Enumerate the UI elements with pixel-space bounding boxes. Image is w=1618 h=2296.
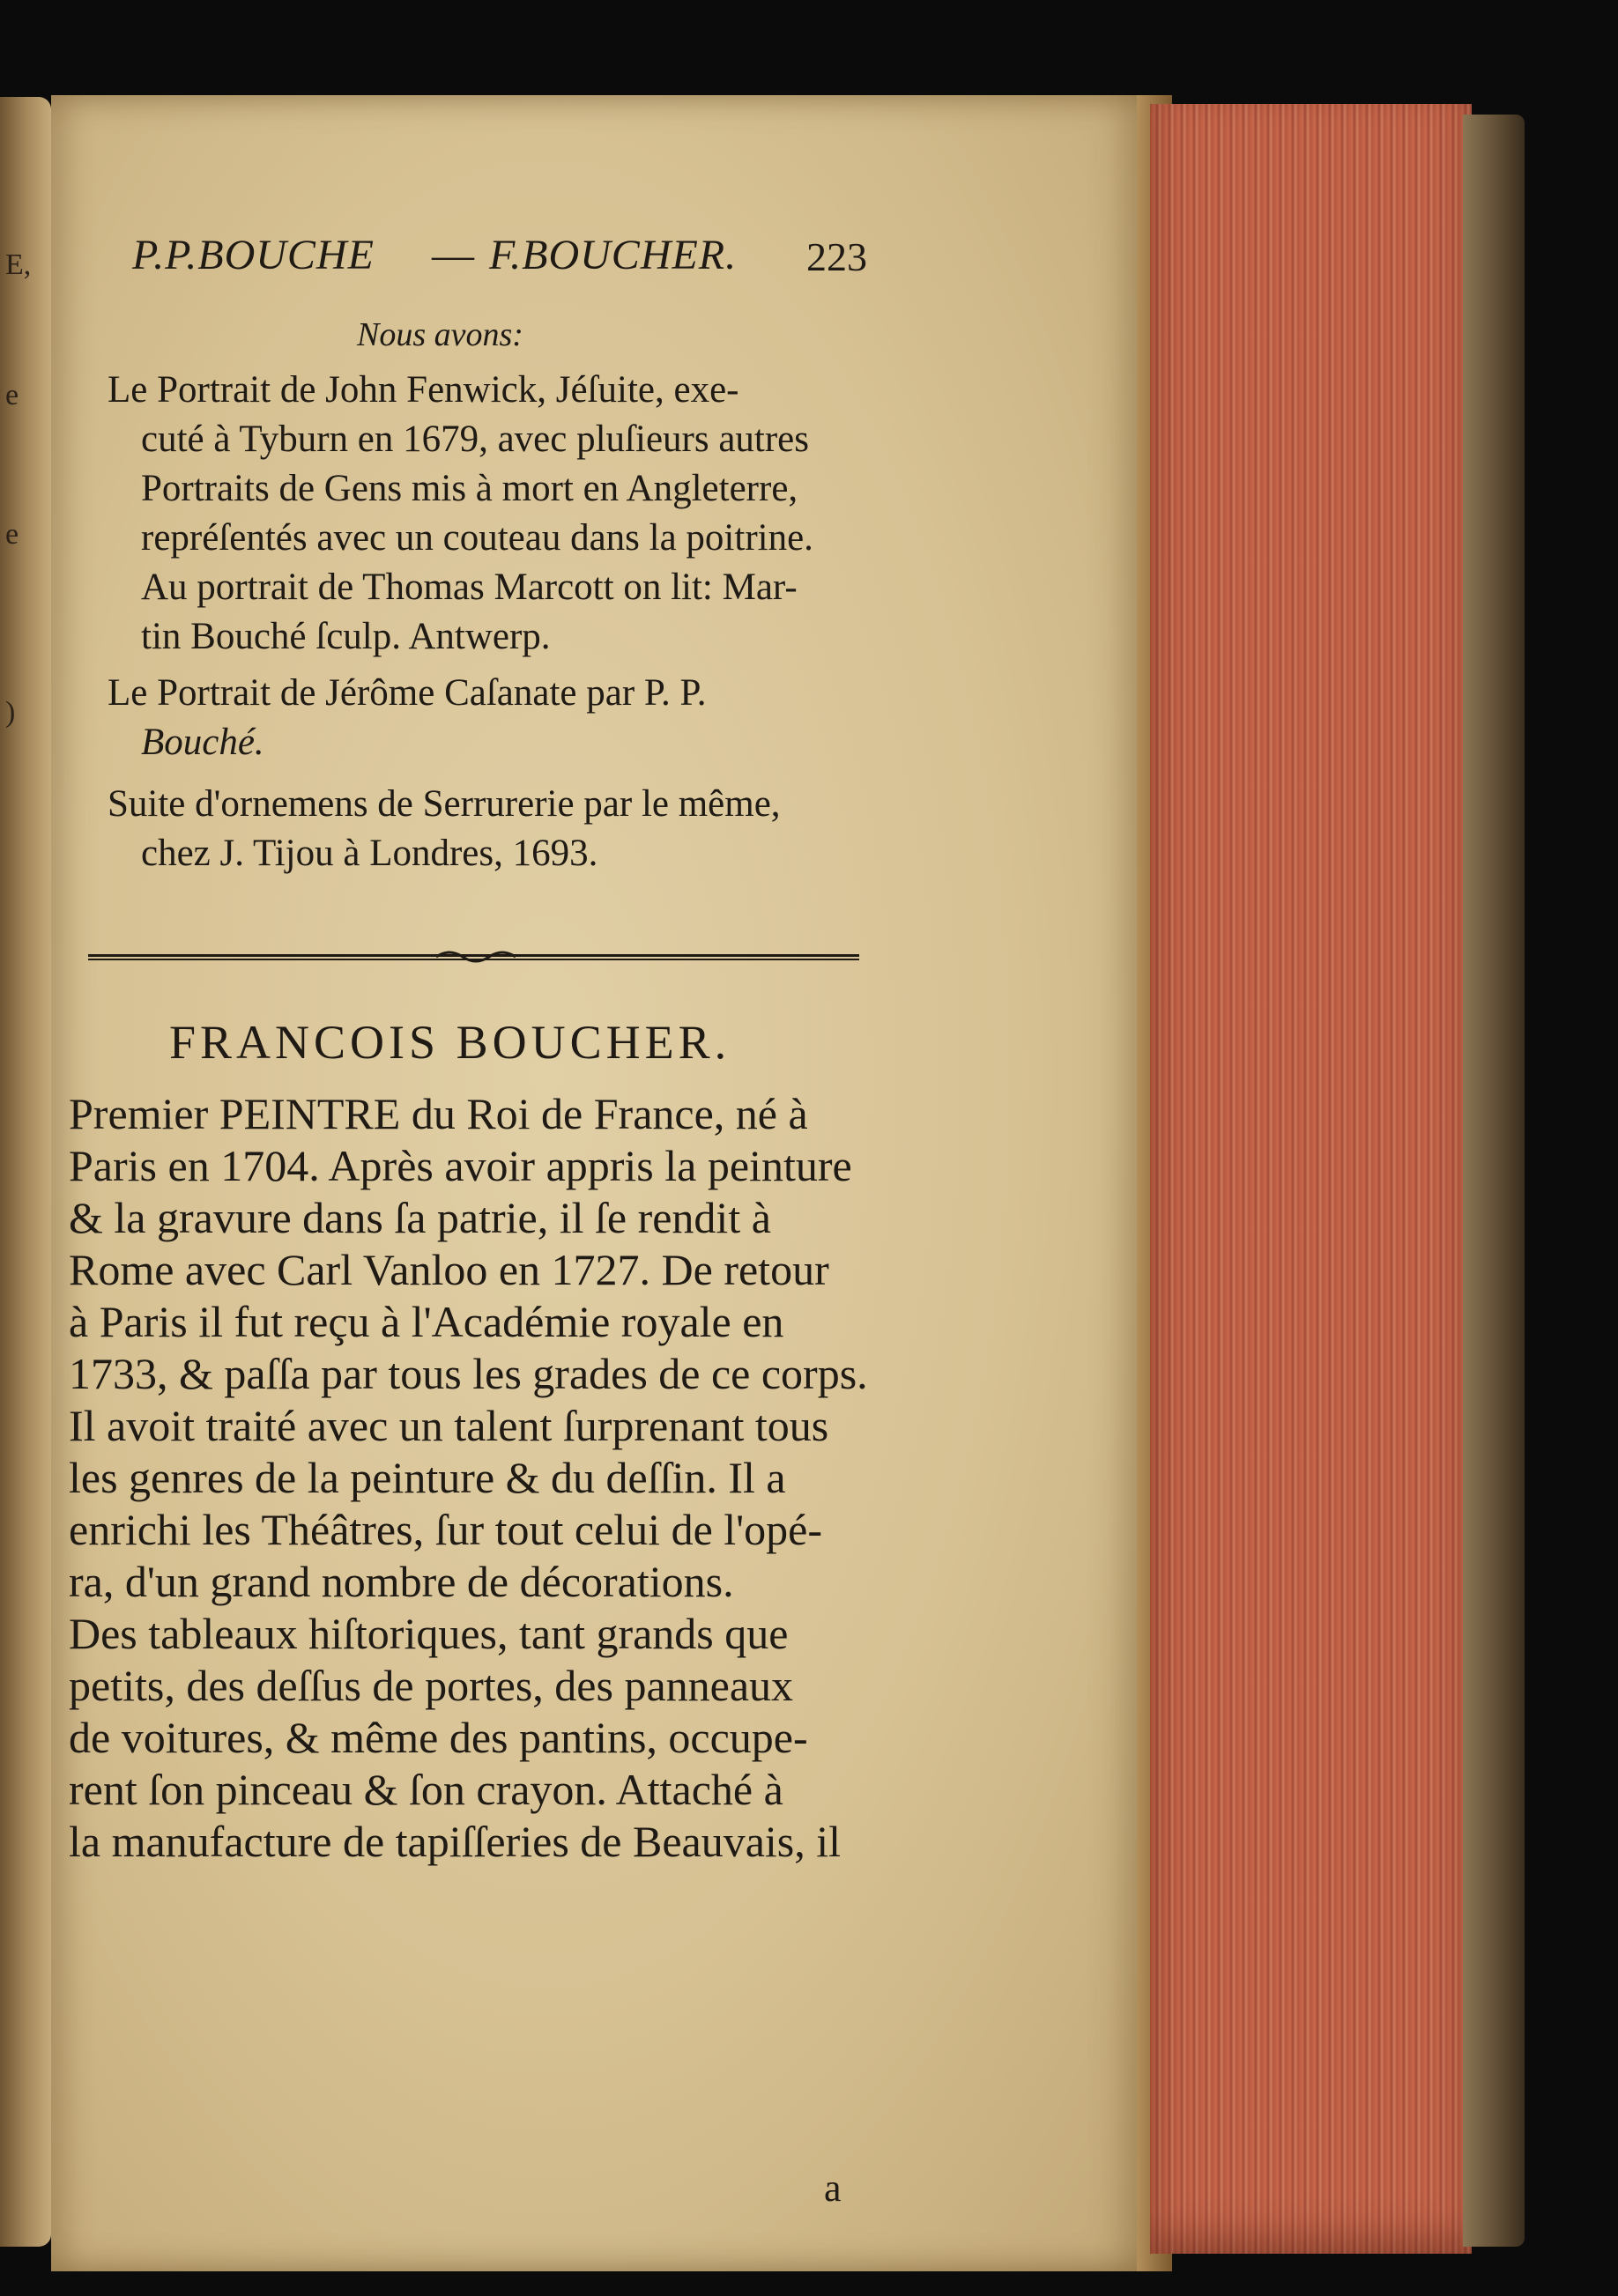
body-line: 1733, & paſſa par tous les grades de ce corps.: [69, 1349, 868, 1398]
entry-line: chez J. Tijou à Londres, 1693.: [141, 833, 598, 874]
entry-line: tin Bouché ſculp. Antwerp.: [141, 616, 551, 657]
entry-line: cuté à Tyburn en 1679, avec pluſieurs autres: [141, 418, 810, 460]
entry-line: Au portrait de Thomas Marcott on lit: Mar-: [141, 567, 798, 608]
body-line: Premier PEINTRE du Roi de France, né à: [69, 1089, 808, 1138]
body-line: petits, des deſſus de portes, des panneaux: [69, 1661, 794, 1710]
body-line: enrichi les Théâtres, ſur tout celui de l'opé-: [69, 1505, 823, 1554]
body-line: Il avoit traité avec un talent ſurprenant tous: [69, 1401, 829, 1450]
body-line: ra, d'un grand nombre de décorations.: [69, 1557, 734, 1606]
running-head-right: F.BOUCHER.: [489, 232, 738, 278]
body-line: Paris en 1704. Après avoir appris la peinture: [69, 1141, 852, 1190]
entry-line: Le Portrait de Jérôme Caſanate par P. P.: [108, 672, 707, 714]
body-line: à Paris il fut reçu à l'Académie royale en: [69, 1297, 784, 1346]
body-line: rent ſon pinceau & ſon crayon. Attaché à: [69, 1765, 783, 1814]
margin-fragment: E,: [5, 248, 32, 281]
body-line: Rome avec Carl Vanloo en 1727. De retour: [69, 1245, 829, 1294]
running-head-dash: —: [432, 232, 474, 278]
margin-fragment: e: [5, 379, 19, 411]
running-head-left: P.P.BOUCHE: [132, 232, 375, 278]
page-number: 223: [806, 234, 867, 279]
book-cover: [1463, 115, 1525, 2247]
page-fore-edge: [1150, 104, 1472, 2254]
entry-line: repréſentés avec un couteau dans la poitrine.: [141, 517, 813, 559]
body-line: la manufacture de tapiſſeries de Beauvais, il: [69, 1817, 842, 1866]
body-line: les genres de la peinture & du deſſin. Il a: [69, 1453, 786, 1502]
left-page-edge: [0, 97, 51, 2247]
catchword: a: [824, 2166, 842, 2210]
body-line: Des tableaux hiſtoriques, tant grands que: [69, 1609, 789, 1658]
margin-fragment: ): [5, 696, 16, 729]
entry-line: Bouché.: [141, 722, 264, 763]
subhead: Nous avons:: [357, 316, 523, 353]
body-line: de voitures, & même des pantins, occupe-: [69, 1713, 808, 1762]
rule-line: [88, 954, 859, 957]
entry-line: Suite d'ornemens de Serrurerie par le même,: [108, 783, 781, 825]
body-line: & la gravure dans ſa patrie, il ſe rendit à: [69, 1193, 771, 1242]
margin-fragment: e: [5, 518, 19, 551]
section-title: FRANCOIS BOUCHER.: [169, 1016, 731, 1069]
entry-line: Le Portrait de John Fenwick, Jéſuite, exe-: [108, 369, 739, 411]
entry-line: Portraits de Gens mis à mort en Angleterre,: [141, 468, 798, 509]
ornamental-rule: [88, 950, 859, 964]
